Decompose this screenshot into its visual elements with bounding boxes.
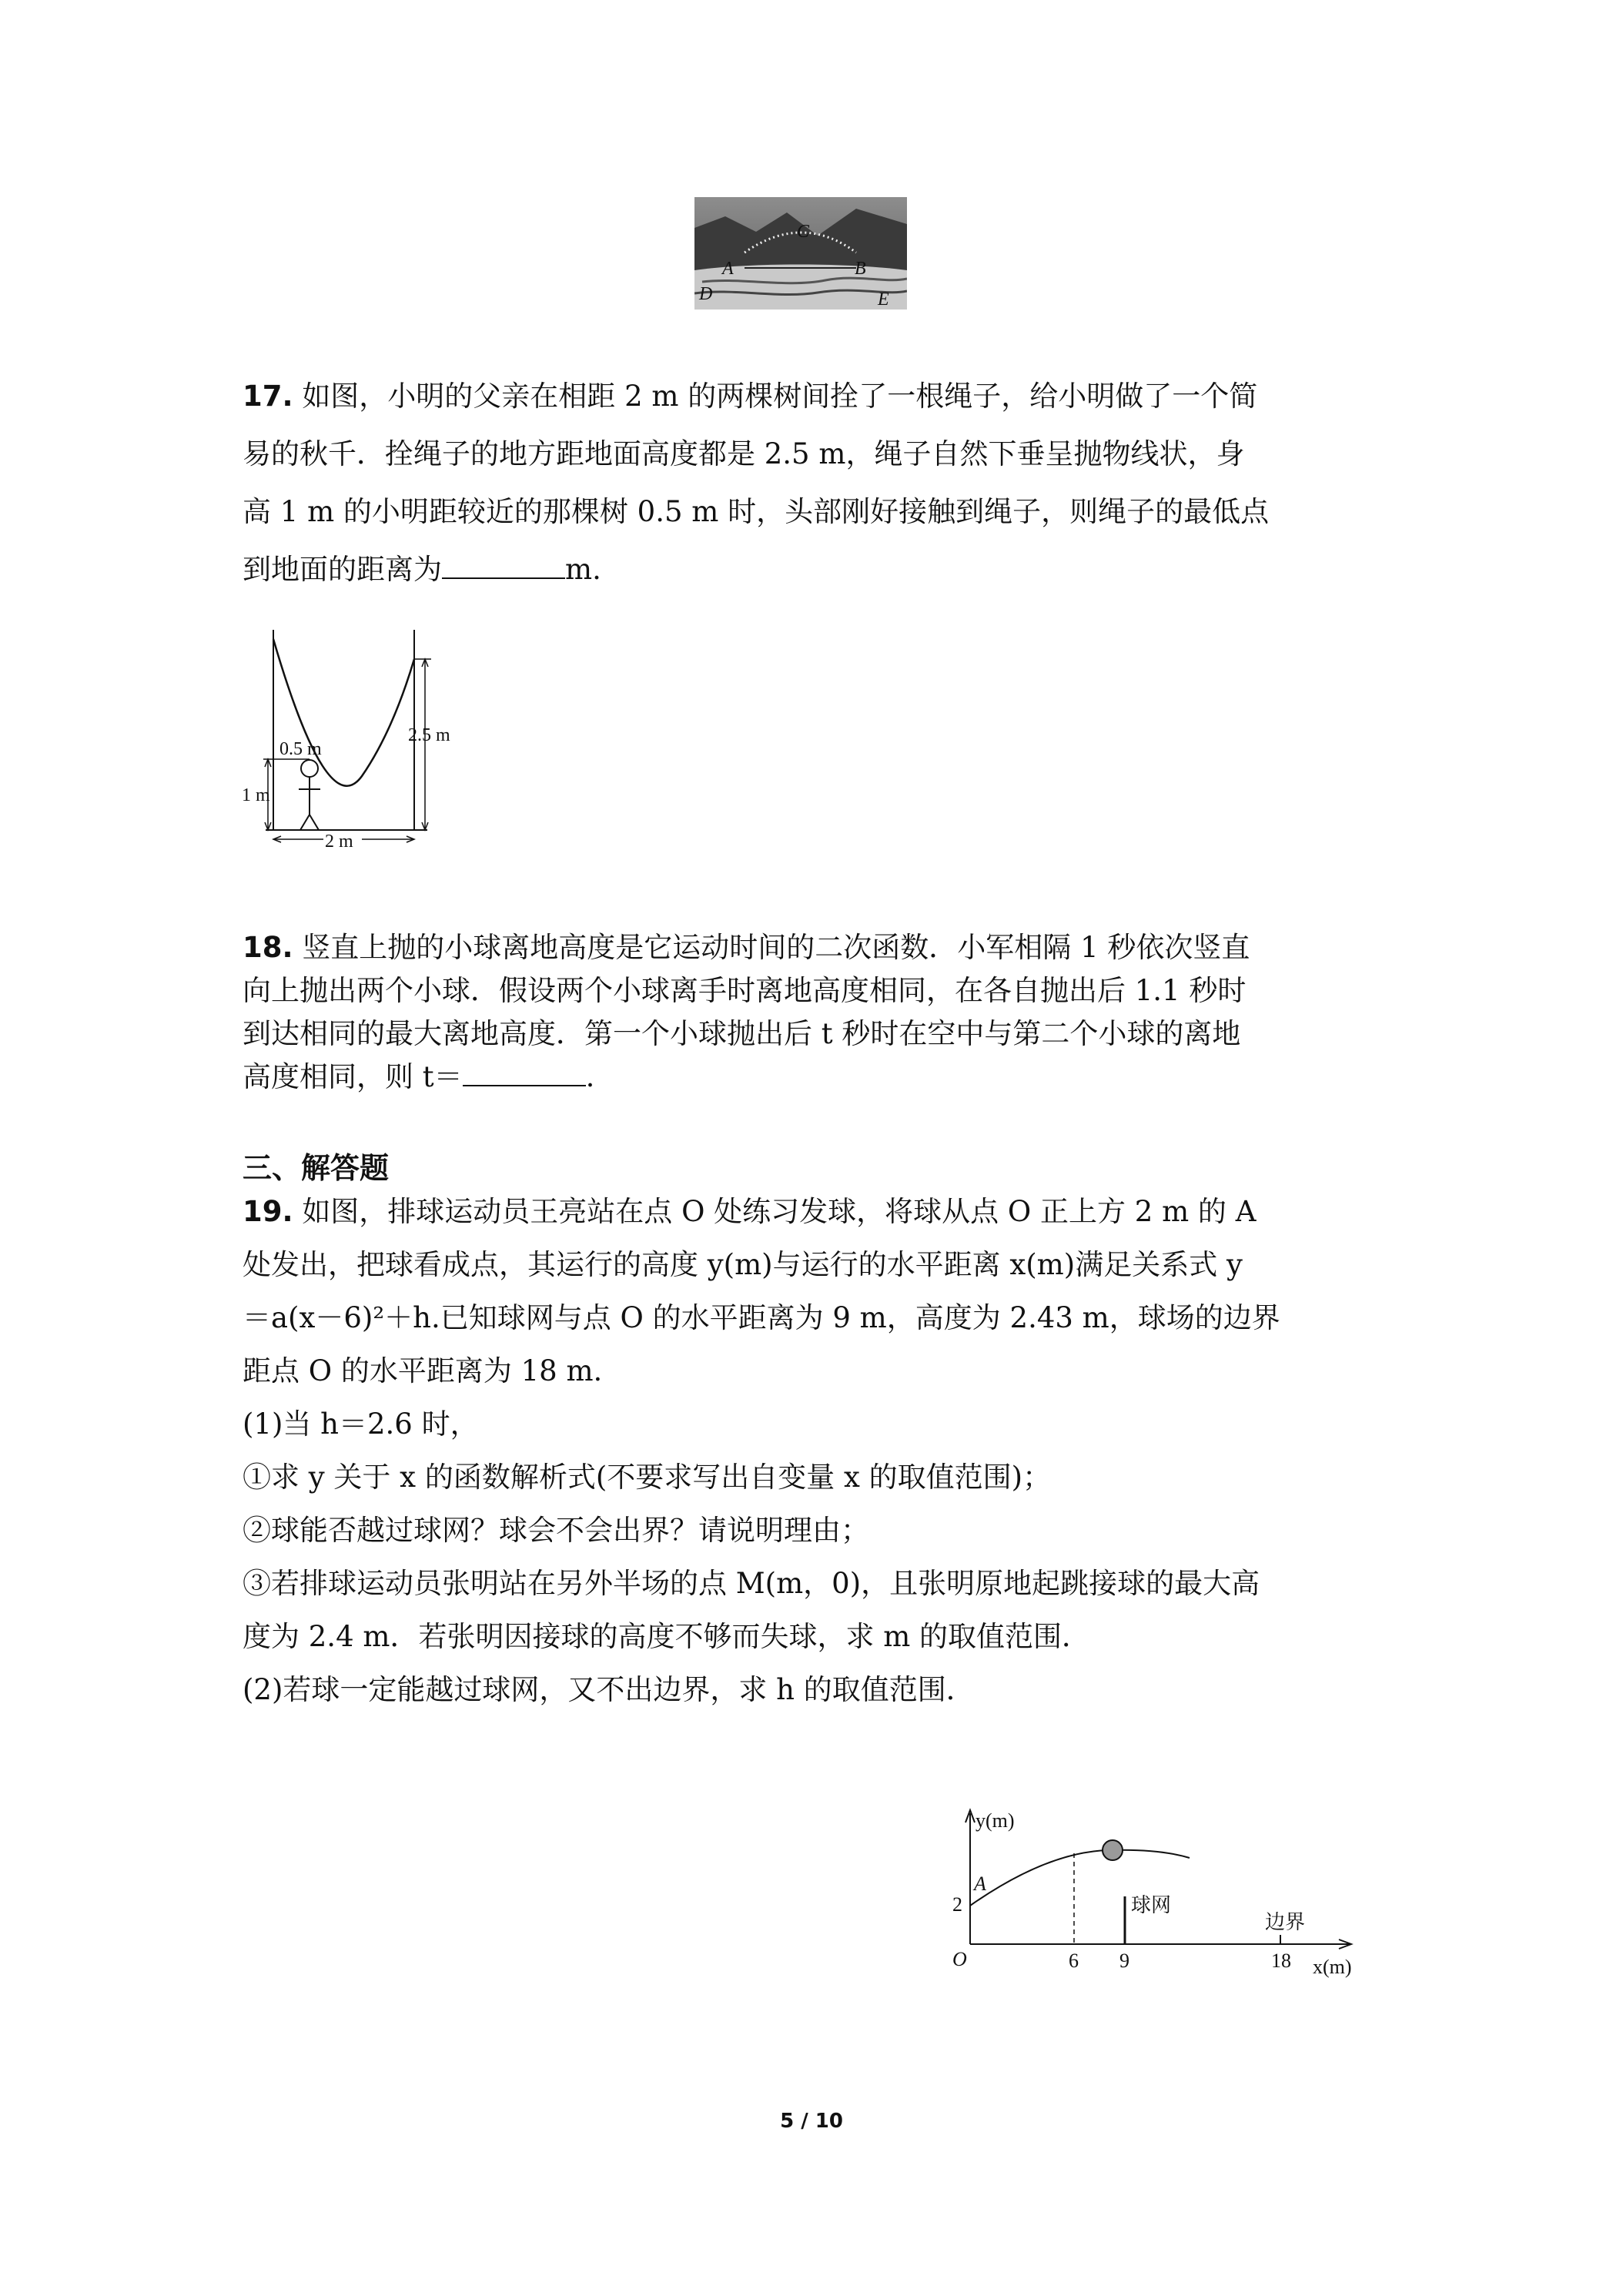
- q18-line-4: [243, 1056, 1359, 1099]
- q19-line-9: 度为 2.4 m．若张明因接球的高度不够而失球，求 m 的取值范围．: [243, 1620, 1091, 1653]
- q18-line-3: 到达相同的最大离地高度．第一个小球抛出后 t 秒时在空中与第二个小球的离地: [243, 1017, 1241, 1050]
- photo-label-e: E: [878, 290, 889, 310]
- q17-line-1-text: 如图，小明的父亲在相距 2 m 的两棵树间拴了一根绳子，给小明做了一个简: [302, 380, 1258, 413]
- point-a-label: A: [974, 1873, 986, 1895]
- q19-line-10: (2)若球一定能越过球网，又不出边界，求 h 的取值范围．: [243, 1673, 975, 1706]
- xiaoming-head: [301, 760, 318, 777]
- q18-line-2: 向上抛出两个小球．假设两个小球离手时离地高度相同，在各自抛出后 1.1 秒时: [243, 974, 1247, 1007]
- q17-last-prefix: 到地面的距离为: [243, 553, 442, 586]
- q19-line-8: ③若排球运动员张明站在另外半场的点 M(m，0)，且张明原地起跳接球的最大高: [243, 1567, 1260, 1600]
- q17-answer-blank[interactable]: [442, 554, 565, 579]
- section-heading: 三、解答题: [243, 1151, 390, 1185]
- q19-line-3: ＝a(x－6)²＋h.已知球网与点 O 的水平距离为 9 m，高度为 2.43 m，球场的边界: [243, 1301, 1280, 1334]
- q19-number: 19.: [243, 1195, 293, 1228]
- q19-line-5: (1)当 h＝2.6 时，: [243, 1407, 479, 1441]
- q17-line-1: [243, 367, 1359, 425]
- q18-number: 18.: [243, 931, 293, 964]
- q17-line-2: 易的秋千．拴绳子的地方距地面高度都是 2.5 m，绳子自然下垂呈抛物线状，身: [243, 437, 1245, 470]
- question-17: [243, 367, 1359, 598]
- photo-label-c: C: [797, 222, 810, 242]
- q19-line-4: 距点 O 的水平距离为 18 m.: [243, 1354, 603, 1387]
- origin-label: O: [952, 1948, 967, 1970]
- tick-6: 6: [1069, 1950, 1079, 1972]
- q17-number: 17.: [243, 380, 293, 413]
- q18-last-suffix: .: [585, 1060, 595, 1093]
- photo-label-d: D: [699, 284, 713, 304]
- rope-parabola: [273, 639, 414, 786]
- label-1m: 1 m: [242, 785, 270, 805]
- tick-2: 2: [952, 1893, 962, 1916]
- q19-figure: [935, 1806, 1367, 1983]
- swing-photo: [694, 197, 907, 310]
- q17-line-4: [243, 541, 1359, 598]
- photo-label-a: A: [722, 259, 734, 279]
- boundary-label: 边界: [1265, 1911, 1306, 1933]
- label-2m: 2 m: [325, 832, 353, 852]
- x-axis-label: x(m): [1313, 1956, 1352, 1978]
- q19-line-1-text: 如图，排球运动员王亮站在点 O 处练习发球，将球从点 O 正上方 2 m 的 A: [302, 1195, 1257, 1228]
- question-19: [243, 1185, 1359, 1716]
- q18-last-prefix: 高度相同，则 t＝: [243, 1060, 463, 1093]
- tick-18: 18: [1271, 1950, 1291, 1972]
- q19-line-7: ②球能否越过球网？球会不会出界？请说明理由；: [243, 1514, 869, 1547]
- q18-line-1: [243, 926, 1359, 969]
- volleyball: [1103, 1840, 1123, 1860]
- q19-line-1: [243, 1185, 1359, 1238]
- q18-answer-blank[interactable]: [463, 1062, 586, 1086]
- q19-line-2: 处发出，把球看成点，其运行的高度 y(m)与运行的水平距离 x(m)满足关系式 y: [243, 1248, 1243, 1281]
- label-25m: 2.5 m: [408, 725, 450, 745]
- question-18: [243, 926, 1359, 1099]
- y-axis-label: y(m): [975, 1809, 1015, 1832]
- tick-9: 9: [1119, 1950, 1129, 1972]
- label-05m: 0.5 m: [279, 739, 322, 759]
- net-label: 球网: [1131, 1894, 1172, 1916]
- q17-figure: [231, 624, 477, 855]
- q17-line-3: 高 1 m 的小明距较近的那棵树 0.5 m 时，头部刚好接触到绳子，则绳子的最低点: [243, 495, 1270, 528]
- q17-last-suffix: m.: [565, 553, 601, 586]
- q18-line-1-text: 竖直上抛的小球离地高度是它运动时间的二次函数．小军相隔 1 秒依次竖直: [302, 931, 1250, 964]
- photo-label-b: B: [855, 259, 866, 279]
- q19-line-6: ①求 y 关于 x 的函数解析式(不要求写出自变量 x 的取值范围)；: [243, 1461, 1052, 1494]
- page-number: 5 / 10: [780, 2110, 843, 2133]
